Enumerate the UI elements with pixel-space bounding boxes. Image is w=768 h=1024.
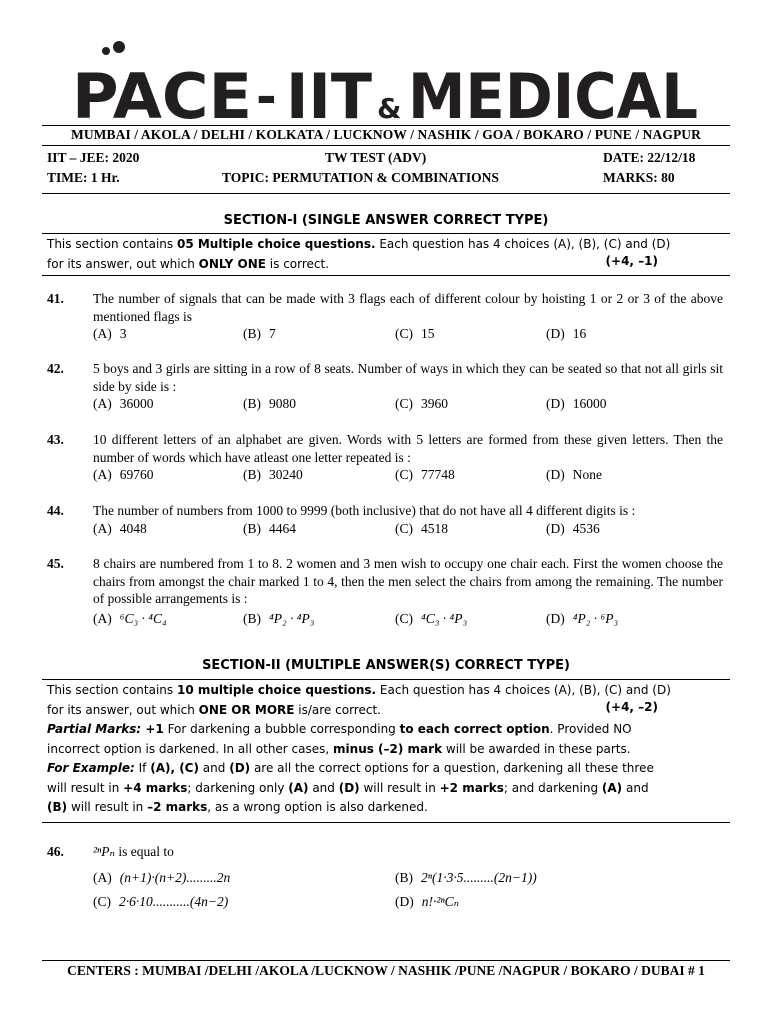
rule-sec1-top: [42, 233, 730, 234]
rule-header: [42, 193, 730, 194]
exam-name: IIT – JEE: 2020: [47, 150, 140, 165]
question-text: 5 boys and 3 girls are sitting in a row of 8 seats. Number of ways in which they can be seated so that not all girls sit side by side is :: [93, 361, 723, 394]
option-c: (C) 77748: [395, 467, 455, 482]
options-row: [93, 395, 723, 413]
question-text: The number of numbers from 1000 to 9999 (both inclusive) that do not have all 4 different digits is :: [93, 503, 636, 518]
rule-top: [42, 125, 730, 126]
option-b: (B) 4464: [243, 520, 296, 536]
section2-title: SECTION-II (MULTIPLE ANSWER(S) CORRECT TYPE): [202, 658, 570, 673]
option-a: (A) 3: [93, 326, 127, 341]
section2-marking: (+4, –2): [605, 700, 658, 714]
section2-instructions: This section contains 10 multiple choice questions. Each question has 4 choices (A), (B), (C) and (D) for its answer, out which ONE OR MORE is/are correct. Partial Marks: +1 For darkening a bubble corresponding to each correct option. Provided NO incorrect option is darkened. In all other cases, minus (–2) mark will be awarded in these parts. For Example: If (A), (C) and (D) are all the correct options for a question, darkening all these three will result in +4 marks; darkening only (A) and (D) will result in +2 marks; and darkening (A) and (B) will result in –2 marks, as a wrong option is also darkened.: [47, 683, 671, 814]
option-b: (B) ⁴P₂ · ⁴P₃: [243, 610, 315, 626]
logo-iit: IIT: [286, 60, 372, 126]
pace-logo: [72, 40, 702, 126]
option-d: (D) n!·²ⁿCₙ: [395, 893, 460, 909]
options-row: [93, 466, 723, 484]
option-d: (D) 4536: [546, 520, 600, 536]
section1-marking: (+4, –1): [605, 254, 658, 268]
logo-dot-small: [102, 47, 110, 55]
logo-medical: MEDICAL: [408, 60, 698, 126]
rule-sec1-bottom: [42, 275, 730, 276]
question-text: The number of signals that can be made with 3 flags each of different colour by hoisting 1 or 2 or 3 of the above mentioned flags is: [93, 291, 723, 324]
option-c: (C) 15: [395, 326, 435, 341]
options-row: [93, 520, 723, 538]
options-row: [93, 869, 723, 893]
question-number: 44.: [47, 503, 64, 518]
rule-centers: [42, 145, 730, 146]
option-c: (C) ⁴C₃ · ⁴P₃: [395, 610, 468, 626]
option-b: (B) 2ⁿ(1·3·5.........(2n−1)): [395, 869, 537, 885]
option-b: (B) 30240: [243, 467, 303, 482]
test-name: TW TEST (ADV): [325, 150, 427, 165]
test-topic: TOPIC: PERMUTATION & COMBINATIONS: [222, 170, 499, 185]
question-text: 10 different letters of an alphabet are given. Words with 5 letters are formed from these given letters. Then the number of words which have atleast one letter repeated is :: [93, 432, 723, 465]
option-c: (C) 2·6·10...........(4n−2): [93, 893, 229, 909]
option-a: (A) 4048: [93, 520, 147, 536]
question-number: 43.: [47, 432, 64, 447]
question-text: 8 chairs are numbered from 1 to 8. 2 women and 3 men wish to occupy one chair each. First the women choose the chairs from amongst the chair marked 1 to 4, then the men select the chairs from among the remaining. The number of possible arrangements is :: [93, 556, 723, 606]
question-number: 45.: [47, 556, 64, 571]
options-row: [93, 325, 723, 343]
question-42: [47, 360, 723, 413]
option-a: (A) (n+1)·(n+2).........2n: [93, 869, 231, 885]
section1-instructions: This section contains 05 Multiple choice questions. Each question has 4 choices (A), (B), (C) and (D) for its answer, out which ONLY ONE is correct.: [47, 237, 671, 271]
question-number: 41.: [47, 291, 64, 306]
option-b: (B) 7: [243, 326, 276, 341]
logo-dot-large: [113, 41, 125, 53]
question-text: ²ⁿPₙ is equal to: [93, 844, 174, 859]
test-marks: MARKS: 80: [603, 170, 675, 185]
question-expr: ²ⁿPₙ: [93, 844, 116, 859]
logo-pace: PACE: [72, 60, 252, 126]
option-d: (D) 16000: [546, 396, 607, 411]
logo-dash: -: [256, 68, 277, 126]
option-c: (C) 4518: [395, 520, 448, 536]
rule-footer: [42, 960, 730, 961]
logo-amp: &: [377, 92, 402, 125]
option-a: (A) 36000: [93, 396, 154, 411]
option-c: (C) 3960: [395, 396, 448, 411]
question-number: 46.: [47, 844, 64, 859]
footer-centers: CENTERS : MUMBAI /DELHI /AKOLA /LUCKNOW / NASHIK /PUNE /NAGPUR / BOKARO / DUBAI # 1: [67, 963, 705, 978]
option-b: (B) 9080: [243, 396, 296, 411]
question-45: [47, 555, 723, 628]
question-number: 42.: [47, 361, 64, 376]
centers-top: MUMBAI / AKOLA / DELHI / KOLKATA / LUCKNOW / NASHIK / GOA / BOKARO / PUNE / NAGPUR: [70, 127, 701, 142]
rule-sec2-top: [42, 679, 730, 680]
option-d: (D) 16: [546, 326, 587, 341]
rule-sec2-bottom: [42, 822, 730, 823]
options-row: [93, 893, 723, 917]
question-41: [47, 290, 723, 343]
test-date: DATE: 22/12/18: [603, 150, 696, 165]
question-43: [47, 431, 723, 484]
options-row: [93, 610, 723, 628]
question-44: [47, 502, 723, 538]
option-d: (D) ⁴P₂ · ⁶P₃: [546, 610, 619, 626]
option-a: (A) 69760: [93, 467, 154, 482]
section1-title: SECTION-I (SINGLE ANSWER CORRECT TYPE): [223, 213, 549, 228]
option-a: (A) ⁶C₃ · ⁴C₄: [93, 610, 167, 626]
option-d: (D) None: [546, 467, 602, 482]
test-time: TIME: 1 Hr.: [47, 170, 120, 185]
question-46: [47, 843, 723, 917]
